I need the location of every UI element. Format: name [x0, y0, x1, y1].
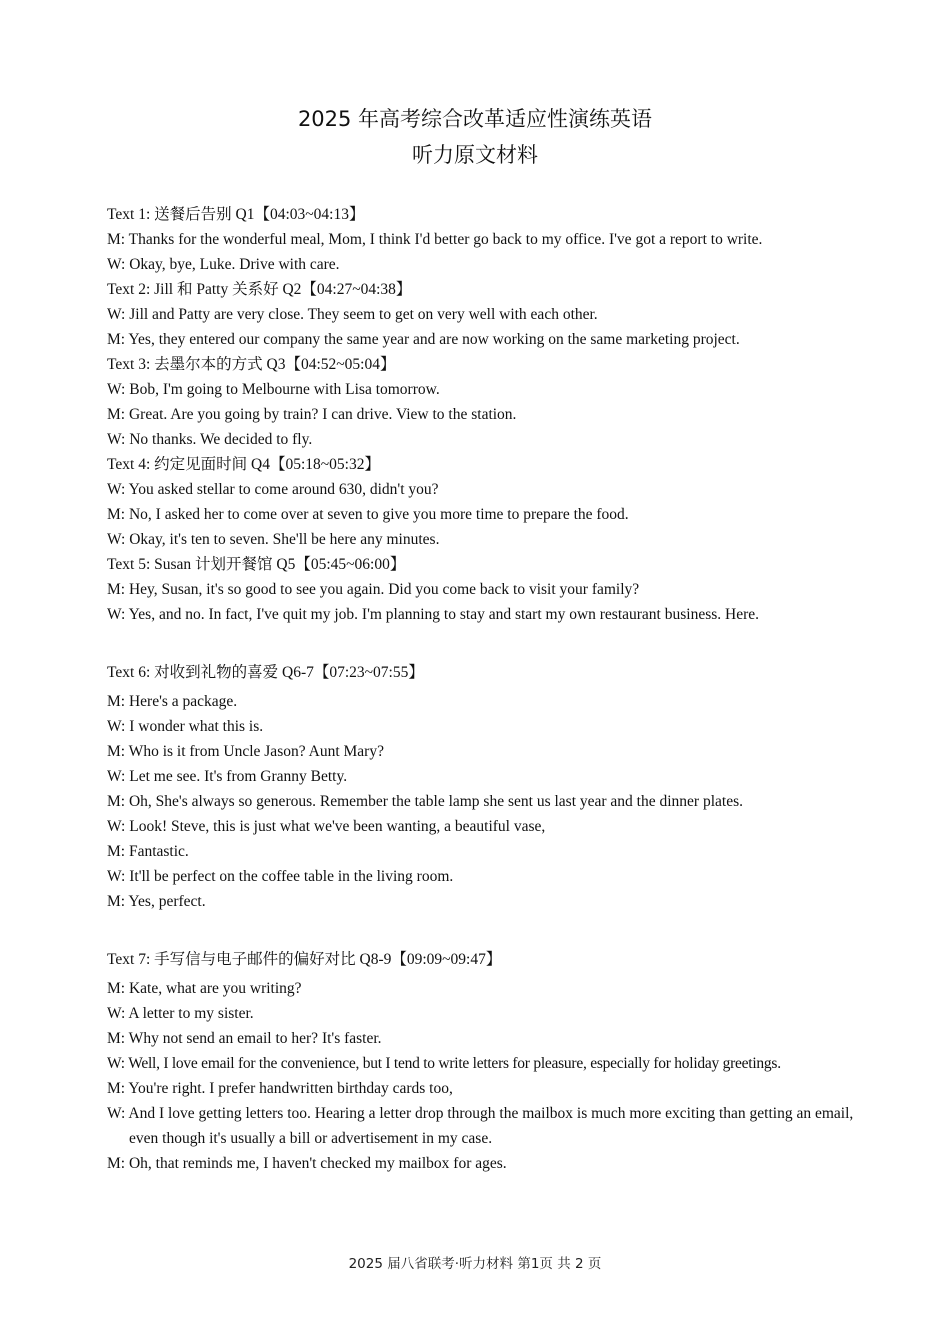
dialogue-line: W: Okay, it's ten to seven. She'll be here any minutes.	[107, 531, 440, 548]
dialogue-line: W: Let me see. It's from Granny Betty.	[107, 768, 348, 785]
dialogue-line: W: Well, I love email for the convenience, but I tend to write letters for pleasure, especially for holiday greetings.	[107, 1055, 781, 1072]
section-heading: Text 2: Jill 和 Patty 关系好 Q2【04:27~04:38】	[107, 281, 412, 298]
dialogue-line: W: A letter to my sister.	[107, 1005, 254, 1022]
section-spacer	[107, 627, 867, 657]
dialogue-line: W: I wonder what this is.	[107, 718, 264, 735]
section-heading: Text 7: 手写信与电子邮件的偏好对比 Q8-9【09:09~09:47】	[107, 951, 502, 968]
dialogue-line: W: Bob, I'm going to Melbourne with Lisa tomorrow.	[107, 381, 440, 398]
dialogue-line: M: Kate, what are you writing?	[107, 980, 302, 997]
text-section-1	[107, 202, 867, 277]
section-spacer	[107, 914, 867, 944]
section-heading: Text 4: 约定见面时间 Q4【05:18~05:32】	[107, 456, 380, 473]
dialogue-line: M: Oh, She's always so generous. Remember the table lamp she sent us last year and the dinner plates.	[107, 793, 743, 810]
section-heading: Text 6: 对收到礼物的喜爱 Q6-7【07:23~07:55】	[107, 664, 424, 681]
text-section-6	[107, 657, 867, 914]
text-section-3	[107, 352, 867, 452]
document-title: 2025 年高考综合改革适应性演练英语	[297, 107, 653, 131]
dialogue-line: W: And I love getting letters too. Hearing a letter drop through the mailbox is much more exciting than getting an email, even though it's usually a bill or advertisement in my case.	[107, 1105, 854, 1147]
dialogue-line: M: Hey, Susan, it's so good to see you again. Did you come back to visit your family?	[107, 581, 640, 598]
section-heading: Text 5: Susan 计划开餐馆 Q5【05:45~06:00】	[107, 556, 406, 573]
text-section-5	[107, 552, 867, 627]
dialogue-line: M: Thanks for the wonderful meal, Mom, I think I'd better go back to my office. I've got a report to write.	[107, 231, 763, 248]
dialogue-line: W: Okay, bye, Luke. Drive with care.	[107, 256, 340, 273]
section-heading: Text 3: 去墨尔本的方式 Q3【04:52~05:04】	[107, 356, 396, 373]
dialogue-line: M: Yes, they entered our company the same year and are now working on the same marketing project.	[107, 331, 740, 348]
text-section-4	[107, 452, 867, 552]
page-footer: 2025 届八省联考·听力材料 第1页 共 2 页	[348, 1256, 602, 1272]
dialogue-line: W: Jill and Patty are very close. They seem to get on very well with each other.	[107, 306, 598, 323]
text-section-2	[107, 277, 867, 352]
dialogue-line: M: Who is it from Uncle Jason? Aunt Mary?	[107, 743, 384, 760]
dialogue-line: W: You asked stellar to come around 630, didn't you?	[107, 481, 439, 498]
document-subtitle: 听力原文材料	[412, 143, 538, 167]
dialogue-line: W: Yes, and no. In fact, I've quit my job. I'm planning to stay and start my own restaurant business. Here.	[107, 606, 760, 623]
dialogue-line: M: Why not send an email to her? It's faster.	[107, 1030, 382, 1047]
dialogue-line: M: Yes, perfect.	[107, 893, 206, 910]
dialogue-line: W: It'll be perfect on the coffee table in the living room.	[107, 868, 454, 885]
section-heading: Text 1: 送餐后告别 Q1【04:03~04:13】	[107, 206, 365, 223]
dialogue-line: M: Here's a package.	[107, 693, 238, 710]
dialogue-line: M: Great. Are you going by train? I can drive. View to the station.	[107, 406, 517, 423]
dialogue-line: W: No thanks. We decided to fly.	[107, 431, 313, 448]
dialogue-line: M: Fantastic.	[107, 843, 189, 860]
dialogue-line: M: No, I asked her to come over at seven to give you more time to prepare the food.	[107, 506, 629, 523]
dialogue-line: M: You're right. I prefer handwritten birthday cards too,	[107, 1080, 453, 1097]
dialogue-line: W: Look! Steve, this is just what we've been wanting, a beautiful vase,	[107, 818, 546, 835]
transcript-body	[107, 202, 867, 1176]
dialogue-line: M: Oh, that reminds me, I haven't checked my mailbox for ages.	[107, 1155, 507, 1172]
text-section-7	[107, 944, 867, 1176]
